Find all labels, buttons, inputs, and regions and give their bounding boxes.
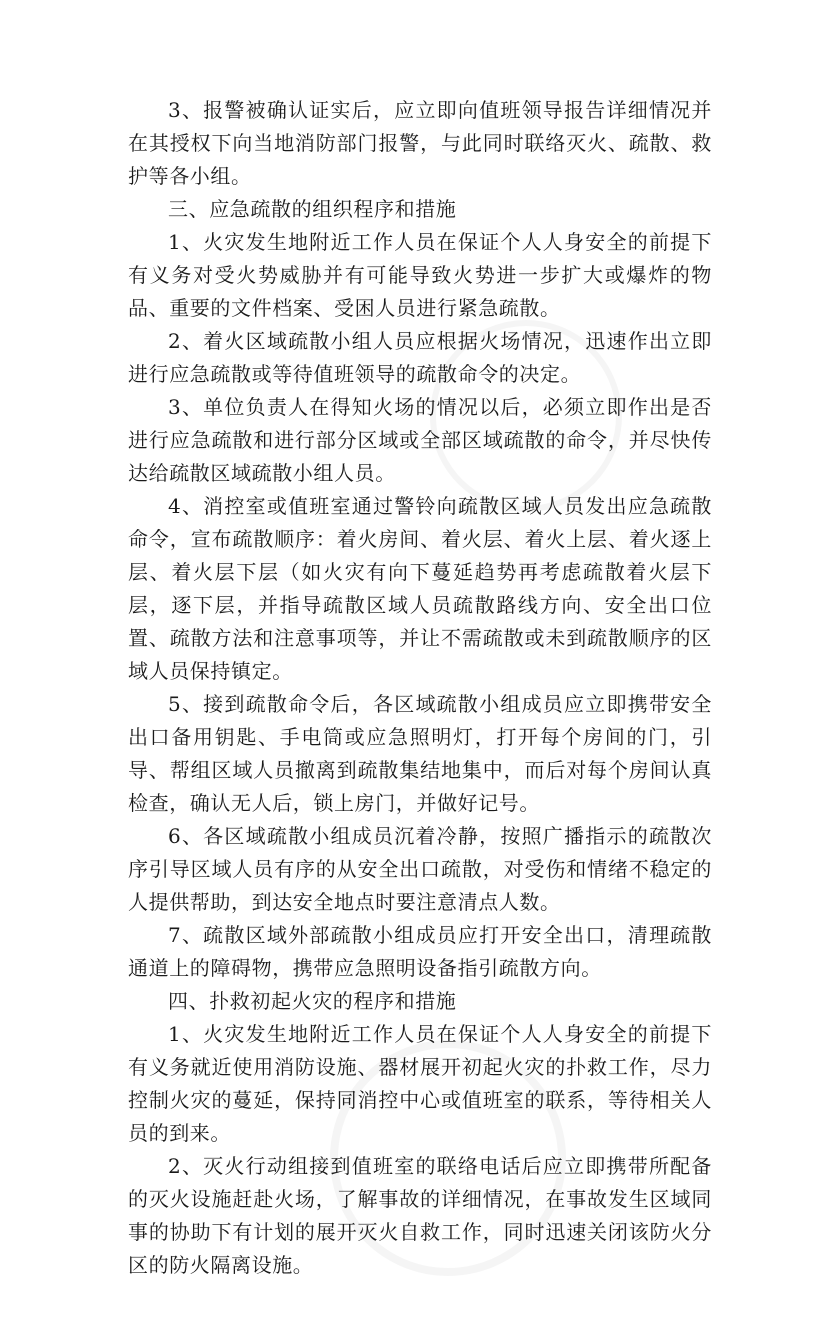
paragraph-evacuation-5: 5、接到疏散命令后，各区域疏散小组成员应立即携带安全出口备用钥匙、手电筒或应急照明灯，打开每个房间的门，引导、帮组区域人员撤离到疏散集结地集中，而后对每个房间认真检查，确认无人后，锁上房门，并做好记号。 (128, 692, 712, 815)
paragraph-firefighting-1: 1、火灾发生地附近工作人员在保证个人人身安全的前提下有义务就近使用消防设施、器材展开初起火灾的扑救工作，尽力控制火灾的蔓延，保持同消控中心或值班室的联系，等待相关人员的到来。 (128, 1022, 712, 1145)
paragraph-evacuation-1: 1、火灾发生地附近工作人员在保证个人人身安全的前提下有义务对受火势威胁并有可能导致火势进一步扩大或爆炸的物品、重要的文件档案、受困人员进行紧急疏散。 (128, 230, 712, 320)
paragraph-evacuation-6: 6、各区域疏散小组成员沉着冷静，按照广播指示的疏散次序引导区域人员有序的从安全出口疏散，对受伤和情绪不稳定的人提供帮助，到达安全地点时要注意清点人数。 (128, 824, 712, 914)
heading-evacuation-procedure: 三、应急疏散的组织程序和措施 (168, 197, 457, 221)
paragraph-evacuation-2: 2、着火区域疏散小组人员应根据火场情况，迅速作出立即进行应急疏散或等待值班领导的疏散命令的决定。 (128, 329, 712, 386)
paragraph-alarm-confirmed: 3、报警被确认证实后，应立即向值班领导报告详细情况并在其授权下向当地消防部门报警，与此同时联络灭火、疏散、救护等各小组。 (128, 98, 712, 188)
heading-firefighting-procedure: 四、扑救初起火灾的程序和措施 (168, 989, 457, 1013)
document-body (128, 94, 712, 1282)
paragraph-evacuation-4: 4、消控室或值班室通过警铃向疏散区域人员发出应急疏散命令，宣布疏散顺序：着火房间、着火层、着火上层、着火逐上层、着火层下层（如火灾有向下蔓延趋势再考虑疏散着火层下层，逐下层，并指导疏散区域人员疏散路线方向、安全出口位置、疏散方法和注意事项等，并让不需疏散或未到疏散顺序的区域人员保持镇定。 (128, 494, 712, 683)
paragraph-firefighting-2: 2、灭火行动组接到值班室的联络电话后应立即携带所配备的灭火设施赶赴火场，了解事故的详细情况，在事故发生区域同事的协助下有计划的展开灭火自救工作，同时迅速关闭该防火分区的防火隔离设施。 (128, 1154, 712, 1277)
paragraph-evacuation-3: 3、单位负责人在得知火场的情况以后，必须立即作出是否进行应急疏散和进行部分区域或全部区域疏散的命令，并尽快传达给疏散区域疏散小组人员。 (128, 395, 712, 485)
paragraph-evacuation-7: 7、疏散区域外部疏散小组成员应打开安全出口，清理疏散通道上的障碍物，携带应急照明设备指引疏散方向。 (128, 923, 712, 980)
